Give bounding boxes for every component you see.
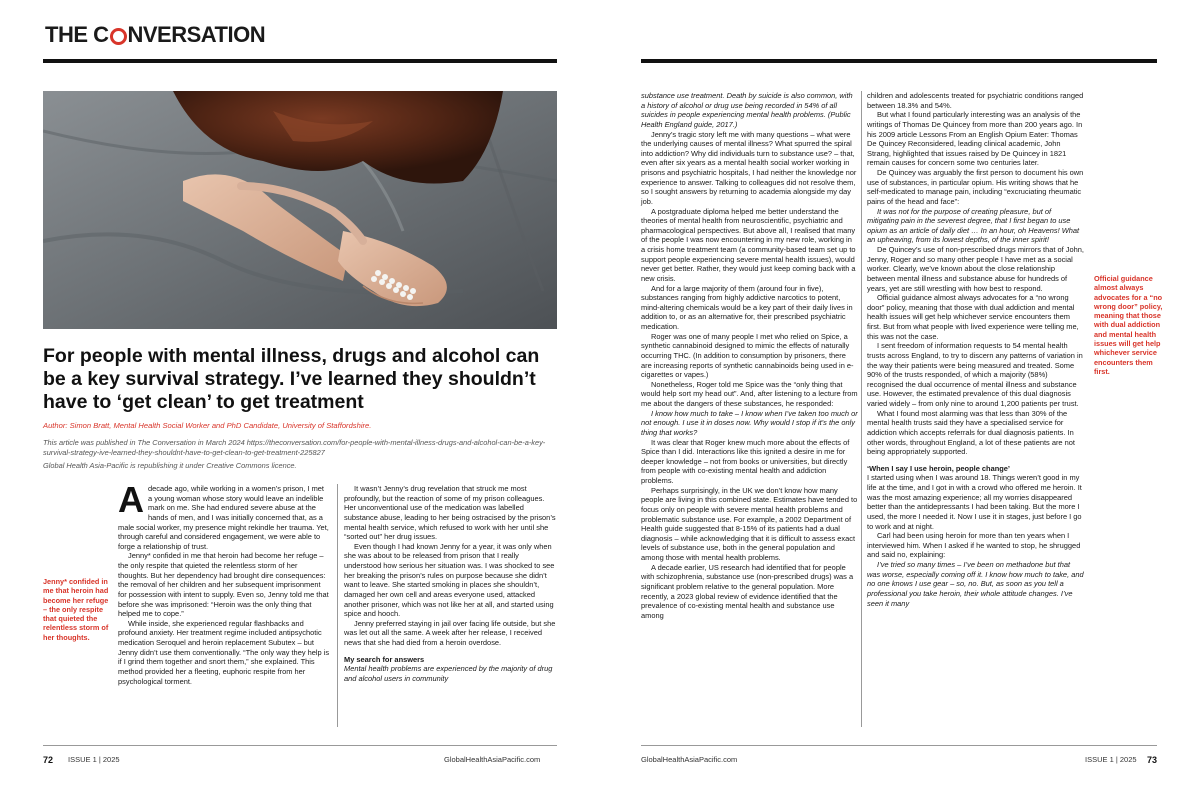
body-paragraph: While inside, she experienced regular flashbacks and profound anxiety. Her treatment regime included antipsychotic medication Seroquel and heroin replacement Subutex – but Jenny didn’t use them conventionally. “The only way they help is if I grind them together and snort them,” she explained. This method provided her a fleeting, euphoric respite from her psychological torment.: [118, 618, 330, 686]
body-column-1: [118, 479, 330, 686]
page-number-right: 73: [1147, 755, 1158, 765]
body-paragraph: A postgraduate diploma helped me better understand the theories of mental health from neuroscientific, psychiatric and pharmacological perspectives. But above all, I realised that many of the people I was now encountering in my new role, working in a crisis home treatment team (a community-based team set up to support people experiencing severe mental health issues), would never get better. Rather, they would just keep coming back with a new crisis.: [641, 206, 856, 283]
site-url-right: GlobalHealthAsiaPacific.com: [641, 755, 738, 764]
body-column-4: [867, 91, 1084, 608]
body-paragraph: De Quincey was arguably the first person to document his own use of substances, in particular opium. His writing shows that he self-medicated to manage pain, including “excruciating rheumatic pains of the head and face”:: [867, 168, 1084, 206]
body-paragraph: It was clear that Roger knew much more about the effects of Spice than I did. Interactions like this ignited a desire in me for deeper knowledge – not from books or universities, but directly from people with co-existing mental health and addiction problems.: [641, 437, 850, 485]
pullquote-left: Jenny* confided in me that heroin had become her refuge – the only respite that quieted the relentless storm of her thoughts.: [43, 577, 109, 642]
body-paragraph: Carl had been using heroin for more than ten years when I interviewed him. When I asked if he wanted to stop, he shrugged and said no, explaining:: [867, 531, 1081, 560]
body-paragraph: And for a large majority of them (around four in five), substances ranging from highly addictive narcotics to potent, mind-altering chemicals would be a key part of their daily lives in addition to, or as an alternative for, their prescribed psychiatric medication.: [641, 283, 853, 331]
body-column-3: [641, 91, 858, 620]
body-paragraph: It wasn’t Jenny’s drug revelation that struck me most profoundly, but the reaction of some of my prison colleagues. Her unconventional use of the medication was labelled substance abuse, leading to her being ostracised by the prison’s mental health service, which refused to work with her until she “sorted out” her drug issues.: [344, 484, 556, 542]
body-column-2: [344, 484, 557, 684]
top-rule-left: [43, 59, 557, 63]
drop-cap: A: [118, 479, 144, 520]
body-paragraph: Roger was one of many people I met who relied on Spice, a synthetic cannabinoid designed to mimic the effects of naturally occurring THC. (In addition to consumption by prisoners, there are increasing reports of synthetic cannabinoids being used in e-cigarettes or vapes.): [641, 331, 854, 380]
body-paragraph: Mental health problems are experienced by the majority of drug and alcohol users in community: [344, 664, 553, 683]
section-subhead: ‘When I say I use heroin, people change’: [867, 463, 1010, 473]
article-photo: [43, 91, 557, 329]
body-paragraph: A decade earlier, US research had identified that for people with schizophrenia, substance use (non-prescribed drugs) was a significant problem relative to the general population. More recently, a 2023 global review of evidence identified that the prevalence of co-existing mental health and substance use among: [641, 562, 854, 620]
section-subhead: My search for answers: [344, 654, 425, 664]
issue-label-right: ISSUE 1 | 2025: [1085, 755, 1137, 764]
body-paragraph: Official guidance almost always advocates for a “no wrong door” policy, meaning that those with dual addiction and mental health issues will get help whichever service encounters them first. But from what people with lived experience were telling me, this was not the case.: [867, 293, 1079, 341]
paragraph-text: decade ago, while working in a women’s prison, I met a young woman whose story would leave an indelible mark on me. She had endured severe abuse at the hands of men, and I was initially concerned that, as a male social worker, my presence might rekindle her trauma. Yet, through careful and considered engagement, we were able to forge a relationship of trust.: [118, 484, 329, 551]
column-divider-left-page: [337, 484, 338, 727]
body-paragraph: Even though I had known Jenny for a year, it was only when she was about to be released from prison that I really understood how serious her situation was. I was shocked to see her breaking the prison’s rules on purpose because she didn’t want to leave. She started smoking in places she shouldn’t, damaged her own cell and areas everyone used, attacked another prisoner, which was not like her at all, and started using spice and hooch.: [344, 541, 555, 619]
article-author: Author: Simon Bratt, Mental Health Social Worker and PhD Candidate, University of Staffordshire.: [43, 421, 372, 430]
logo-o-ring-icon: [110, 28, 127, 45]
body-paragraph: I sent freedom of information requests to 54 mental health trusts across England, to try to discern any patterns of variation in the way their patients were being measured and treated. Some 90% of the trusts responded, of which a majority (58%) recognised the dual occurrence of mental illness and substance use. However, the estimated prevalence of this dual diagnosis varied widely – from only nine to around 1,200 patients per trust.: [867, 341, 1083, 408]
block-quote: I know how much to take – I know when I’ve taken too much or not enough. I use it in doses now. Why would I stop if it’s the only thing that works?: [641, 408, 858, 437]
the-conversation-logo: [45, 22, 265, 48]
body-paragraph: But what I found particularly interesting was an analysis of the writings of Thomas De Quincey from more than 200 years ago. In his 2009 article Lessons From an English Opium Eater: Thomas De Quincey Reconsidered, leading clinical academic, John Strang, highlighted that issues raised by De Quincey in 1821 remain causes for concern some two centuries later.: [867, 110, 1083, 168]
site-url-left: GlobalHealthAsiaPacific.com: [444, 755, 541, 764]
body-paragraph: I started using when I was around 18. Things weren’t good in my life at the time, and I got in with a crowd who offered me heroin. It was the most amazing experience; all my worries disappeared better than the antidepressants I had been taking. But the more I used, the more I needed it. Now I use it in stages, just before I go to work and at night.: [867, 473, 1082, 531]
column-divider-right-page: [861, 91, 862, 727]
body-paragraph: De Quincey’s use of non-prescribed drugs mirrors that of John, Jenny, Roger and so many other people I have met as a social worker. Clearly, we’ve known about the close relationship between mental illness and substance abuse for hundreds of years, yet are still wrestling with how best to respond.: [867, 245, 1084, 293]
page-number-left: 72: [43, 755, 54, 765]
body-paragraph: Jenny’s tragic story left me with many questions – what were the underlying causes of mental illness? What spurred the spiral into addiction? Why did individuals turn to substance use? – that, even after six years as a mental health social worker working in prisons and psychiatric hospitals, I had neither the knowledge nor experience to answer. Talking to colleagues did not resolve them, so I sought answers by returning to academia alongside my day job.: [641, 129, 857, 206]
body-paragraph: [118, 479, 330, 551]
issue-label-left: ISSUE 1 | 2025: [68, 755, 120, 764]
pullquote-right: Official guidance almost always advocates for a “no wrong door” policy, meaning that those with dual addiction and mental health issues will get help whichever service encounters them first.: [1094, 274, 1163, 376]
body-paragraph: substance use treatment. Death by suicide is also common, with a history of alcohol or drug use being recorded in 54% of all suicides in people experiencing mental health problems. (Public Health England guide, 2017.): [641, 91, 853, 129]
article-headline: For people with mental illness, drugs and alcohol can be a key survival strategy. I’ve learned they shouldn’t have to ‘get clean’ to get treatment: [43, 345, 540, 413]
body-paragraph: children and adolescents treated for psychiatric conditions ranged between 18.3% and 54%.: [867, 91, 1084, 110]
body-paragraph: Jenny* confided in me that heroin had become her refuge – the only respite that quieted the relentless storm of her thoughts. But her dependency had brought dire consequences: the removal of her children and her subsequent imprisonment for possession with intent to supply. Even so, Jenny told me that before she was imprisoned: “Heroin was the only thing that helped me to cope.”: [118, 551, 329, 619]
logo-text-start: THE C: [45, 22, 109, 47]
bottom-rule-left: [43, 745, 557, 746]
block-quote: It was not for the purpose of creating pleasure, but of mitigating pain in the severest degree, that I first began to use opium as an article of daily diet … In an hour, oh Heavens! What an upheaving, from its lowest depths, of the inner spirit!: [867, 206, 1080, 245]
republish-note: Global Health Asia-Pacific is republishing it under Creative Commons licence.: [43, 461, 297, 470]
body-paragraph: Jenny preferred staying in jail over facing life outside, but she was let out all the same. A week after her release, I received news that she had died from a heroin overdose.: [344, 618, 556, 647]
block-quote: I’ve tried so many times – I’ve been on methadone but that was worse, especially coming off it. I know how much to take, and no one knows I use gear – so, no. But, as soon as you tell a professional you take heroin, their whole attitude changes. I’ve seen it many: [867, 560, 1084, 608]
bottom-rule-right: [641, 745, 1157, 746]
published-note: This article was published in The Conversation in March 2024 https://theconversation.com/for-people-with-mental-illness-drugs-and-alcohol-can-be-a-key-survival-strategy-ive-learned-they-shouldnt-have-to-get-clean-to-get-treatment-225827: [43, 438, 546, 457]
body-paragraph: Nonetheless, Roger told me Spice was the “only thing that would help sort my head out”. And, after listening to a lecture from me about the dangers of these substances, he responded:: [641, 379, 858, 408]
logo-text-end: NVERSATION: [127, 22, 266, 47]
body-paragraph: Perhaps surprisingly, in the UK we don’t know how many people are living in this combined state. Estimates have tended to focus only on people with severe mental health problems and problematic substance use. For example, a 2002 Department of Health guide suggested that 8-15% of its patients had a dual diagnosis – while acknowledging that it is difficult to assess exact levels of substance use, both in the general population and among those with mental health problems.: [641, 485, 858, 562]
top-rule-right: [641, 59, 1157, 63]
woman-with-pills-illustration: [43, 91, 557, 329]
body-paragraph: What I found most alarming was that less than 30% of the mental health trusts said they have a specialised service for addiction which accepts referrals for dual diagnosis patients. In other words, throughout England, a lot of these patients are not being appropriately supported.: [867, 408, 1075, 457]
